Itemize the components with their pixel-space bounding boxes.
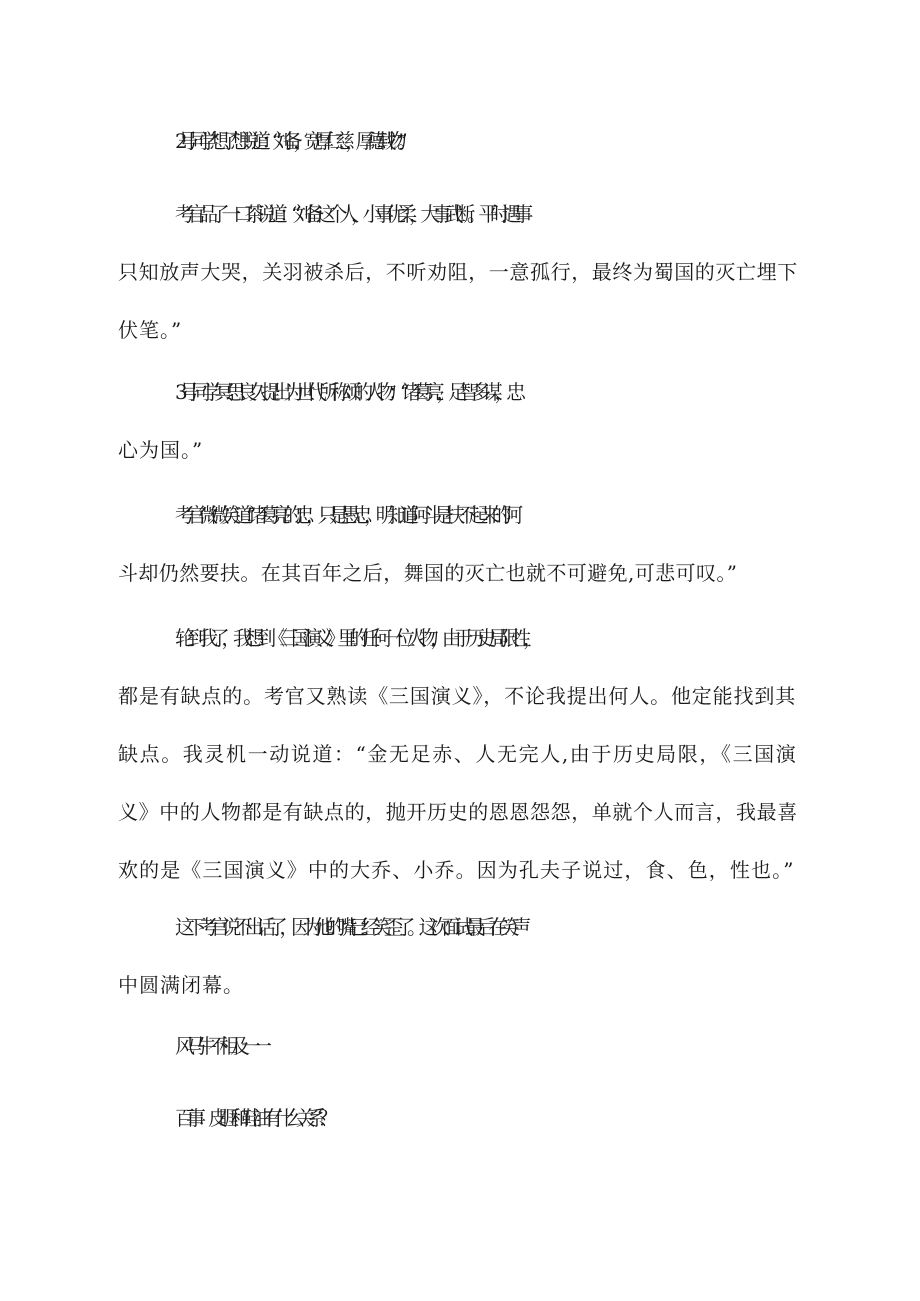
paragraph-my-answer (118, 609, 798, 899)
text-line: 2号同学想了想说道：“刘备，宽厚仁慈，厚德载物。” (175, 129, 399, 153)
text-line: 缺点。我灵机一动说道：“金无足赤、人无完人,由于历史局限，《三国演 (118, 742, 798, 766)
paragraph-student-2-answer (118, 112, 798, 170)
text-line: 轮到我了，我想到《三国演义》里的任何一位人物，由于历史局限性， (175, 626, 535, 650)
text-line: 考官品了一口茶说道：“刘备这个人，小事优柔，大事武断。平时遇事 (175, 202, 525, 226)
text-line: 考官微微笑道：”诸葛亮的忠，只是愚忠，明知道阿斗是扶不起来的阿 (175, 503, 515, 527)
text-line: 都是有缺点的。考官又熟读《三国演义》，不论我提出何人。他定能找到其 (118, 684, 797, 708)
text-line: 欢的是《三国演义》中的大乔、小乔。因为孔夫子说过，食、色，性也。” (118, 858, 795, 882)
paragraph-question (118, 1089, 798, 1147)
text-line: 心为国。” (118, 438, 204, 462)
text-line: 风马牛不相及一一 (175, 1034, 263, 1058)
paragraph-interview-ending (118, 898, 798, 1014)
paragraph-examiner-on-zhuge-liang (118, 486, 798, 602)
text-line: 3号同学冥思良久提出为世代所称颂的人物：“诸葛亮，足智多谋，忠 (175, 380, 518, 404)
text-line: 义》中的人物都是有缺点的，抛开历史的恩恩怨怨，单就个人而言，我最喜 (118, 800, 798, 824)
text-line: 斗却仍然要扶。在其百年之后，舞国的灭亡也就不可避免,可悲可叹。” (118, 561, 738, 585)
text-line: 百事：皮睚和鞋油有什么关系？ (175, 1106, 329, 1130)
text-line: 中圆满闭幕。 (118, 973, 244, 997)
section-heading (118, 1017, 798, 1075)
paragraph-examiner-on-liu-bei (118, 185, 798, 359)
text-line: 这下考官说不出话了，因为他的嘴巳经笑歪了。这次面试最后在笑声 (175, 915, 523, 939)
text-line: 只知放声大哭，关羽被杀后，不听劝阻，一意孤行，最终为蜀国的灭亡埋下 (118, 260, 798, 284)
text-line: 伏笔。” (118, 318, 183, 342)
paragraph-student-3-answer (118, 363, 798, 479)
